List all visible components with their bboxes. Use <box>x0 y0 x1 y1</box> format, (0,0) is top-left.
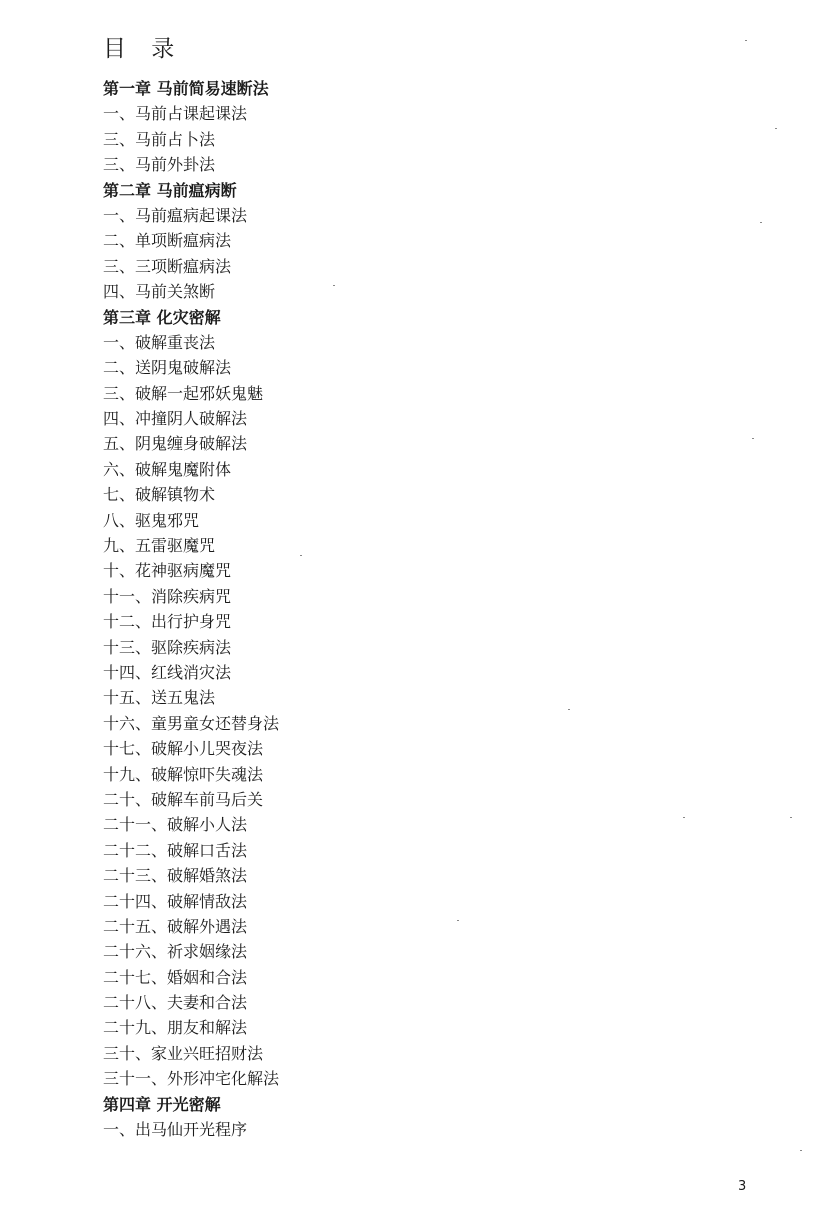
toc-entry: 二十八、夫妻和合法 <box>103 993 248 1013</box>
scan-speck <box>333 285 335 286</box>
page-title: 目 录 <box>103 36 184 62</box>
toc-entry: 六、破解鬼魔附体 <box>103 459 232 479</box>
table-of-contents <box>103 76 279 1142</box>
scan-speck <box>790 817 792 818</box>
toc-entry: 九、五雷驱魔咒 <box>103 536 216 556</box>
scan-speck <box>800 1150 802 1151</box>
toc-entry: 一、马前占课起课法 <box>103 104 248 124</box>
toc-entry: 二十七、婚姻和合法 <box>103 967 248 987</box>
toc-entry: 二十四、破解情敌法 <box>103 891 248 911</box>
toc-entry: 一、马前瘟病起课法 <box>103 205 248 225</box>
toc-entry: 一、破解重丧法 <box>103 332 216 352</box>
scan-speck <box>300 555 302 556</box>
toc-entry: 十六、童男童女还替身法 <box>103 713 280 733</box>
toc-entry: 三、马前外卦法 <box>103 155 216 175</box>
toc-entry: 二十一、破解小人法 <box>103 815 248 835</box>
page-number: 3 <box>738 1179 747 1194</box>
toc-entry: 三、破解一起邪妖鬼魅 <box>103 383 264 403</box>
toc-entry: 十九、破解惊吓失魂法 <box>103 764 264 784</box>
toc-entry: 二十九、朋友和解法 <box>103 1018 248 1038</box>
scan-speck <box>683 817 685 818</box>
toc-entry: 十、花神驱病魔咒 <box>103 561 232 581</box>
toc-entry: 三、马前占卜法 <box>103 129 216 149</box>
toc-entry: 二十二、破解口舌法 <box>103 840 248 860</box>
toc-entry: 十七、破解小儿哭夜法 <box>103 739 264 759</box>
toc-entry: 二、单项断瘟病法 <box>103 231 232 251</box>
scan-speck <box>568 709 570 710</box>
toc-entry: 三十一、外形冲宅化解法 <box>103 1069 280 1089</box>
toc-entry: 二、送阴鬼破解法 <box>103 358 232 378</box>
toc-chapter-heading: 第一章 马前简易速断法 <box>103 79 269 98</box>
toc-chapter-heading: 第二章 马前瘟病断 <box>103 180 237 200</box>
toc-chapter-heading: 第三章 化灾密解 <box>103 307 221 327</box>
toc-entry: 四、冲撞阴人破解法 <box>103 409 248 429</box>
toc-entry: 七、破解镇物术 <box>103 485 216 505</box>
toc-entry: 四、马前关煞断 <box>103 282 216 302</box>
toc-entry: 三、三项断瘟病法 <box>103 256 232 276</box>
scan-speck <box>775 128 777 129</box>
scan-speck <box>760 222 762 223</box>
toc-entry: 三十、家业兴旺招财法 <box>103 1043 264 1063</box>
toc-entry: 二十、破解车前马后关 <box>103 789 264 809</box>
scan-speck <box>457 920 459 921</box>
toc-entry: 十二、出行护身咒 <box>103 612 232 632</box>
toc-entry: 二十五、破解外遇法 <box>103 916 248 936</box>
scan-speck <box>752 438 754 439</box>
toc-entry: 二十三、破解婚煞法 <box>103 866 248 886</box>
toc-entry: 十四、红线消灾法 <box>103 662 232 682</box>
toc-entry: 十一、消除疾病咒 <box>103 586 232 606</box>
toc-chapter-heading: 第四章 开光密解 <box>103 1094 221 1114</box>
toc-entry: 十三、驱除疾病法 <box>103 637 232 657</box>
toc-entry: 一、出马仙开光程序 <box>103 1120 248 1140</box>
toc-entry: 二十六、祈求姻缘法 <box>103 942 248 962</box>
scan-speck <box>745 40 747 41</box>
toc-entry: 八、驱鬼邪咒 <box>103 510 200 530</box>
toc-entry: 五、阴鬼缠身破解法 <box>103 434 248 454</box>
toc-entry: 十五、送五鬼法 <box>103 688 216 708</box>
